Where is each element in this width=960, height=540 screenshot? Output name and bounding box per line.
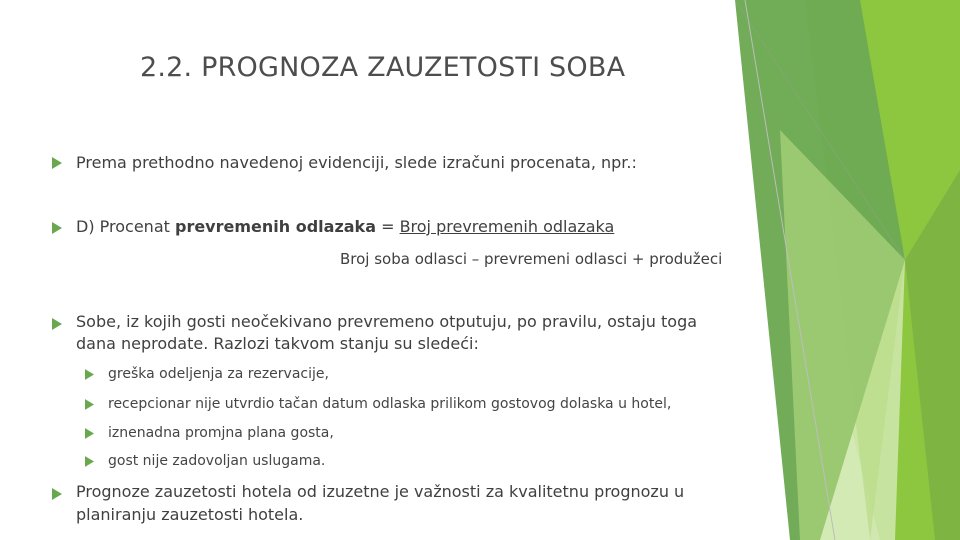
arrow-bullet-icon — [52, 222, 62, 234]
bullet-text-4-line-2: planiranju zauzetosti hotela. — [76, 505, 304, 524]
arrow-bullet-icon — [85, 399, 95, 411]
bullet-text-1: Prema prethodno navedenoj evidenciji, slede izračuni procenata, npr.: — [76, 153, 637, 172]
bullet-text-3-line-1: Sobe, iz kojih gosti neočekivano prevremeno otputuju, po pravilu, ostaju toga — [76, 312, 698, 331]
formula-bold-term: prevremenih odlazaka — [174, 217, 376, 236]
bullet-text-3-line-2: dana neprodate. Razlozi takvom stanju su sledeći: — [76, 334, 479, 353]
slide-title: 2.2. PROGNOZA ZAUZETOSTI SOBA — [140, 52, 626, 83]
sub-item-3: iznenadna promjna plana gosta, — [108, 425, 334, 441]
arrow-bullet-icon — [52, 488, 62, 500]
arrow-bullet-icon — [52, 157, 62, 169]
arrow-bullet-icon — [85, 369, 95, 381]
sub-item-4: gost nije zadovoljan uslugama. — [108, 453, 326, 469]
arrow-bullet-icon — [85, 456, 95, 468]
bullet-text-4-line-1: Prognoze zauzetosti hotela od izuzetne je važnosti za kvalitetnu prognozu u — [76, 482, 685, 501]
formula-line — [76, 216, 614, 238]
formula-numerator: Broj prevremenih odlazaka — [399, 217, 615, 236]
formula-prefix: D) Procenat — [76, 217, 175, 236]
formula-equals: = — [375, 217, 400, 236]
arrow-bullet-icon — [85, 428, 95, 440]
sub-item-2: recepcionar nije utvrdio tačan datum odlaska prilikom gostovog dolaska u hotel, — [108, 396, 672, 412]
sub-item-1: greška odeljenja za rezervacije, — [108, 366, 329, 382]
formula-denominator: Broj soba odlasci – prevremeni odlasci + produžeci — [340, 250, 723, 268]
arrow-bullet-icon — [52, 318, 62, 330]
